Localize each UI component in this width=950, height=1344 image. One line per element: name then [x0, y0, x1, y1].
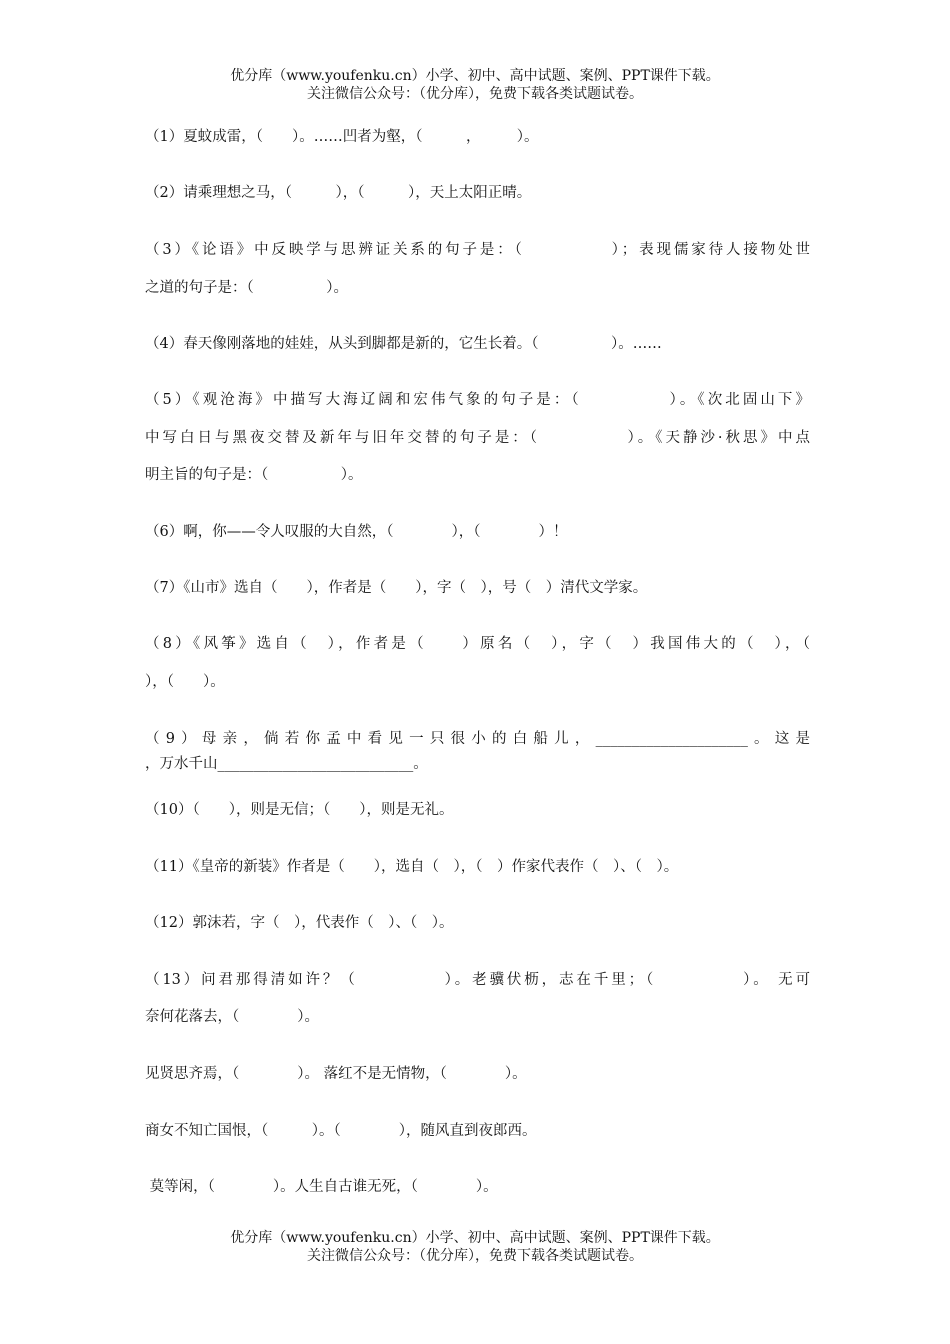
question-11: （11）《皇帝的新装》作者是（ ），选自（ ），（ ）作家代表作（ ）、（ ）。 — [145, 859, 679, 875]
question-3-line-2: 之道的句子是：（ ）。 — [145, 280, 348, 296]
header-line-2: 关注微信公众号：（优分库），免费下载各类试题试卷。 — [307, 86, 643, 102]
question-8-line-2: ），（ ）。 — [145, 674, 225, 690]
question-8-line-1: （8）《风筝》选自（ ），作者是（ ）原名（ ），字（ ）我国伟大的（ ），（ — [145, 636, 810, 652]
page-header — [0, 67, 950, 103]
question-3-line-1: （3）《论语》中反映学与思辨证关系的句子是：（ ）；表现儒家待人接物处世 — [145, 242, 810, 258]
question-13-line-1: （13）问君那得清如许？（ ）。老骥伏枥，志在千里；（ ）。 无可 — [145, 972, 810, 988]
question-9-line-2: ，万水千山___________________________。 — [145, 756, 428, 772]
question-5-line-2: 中写白日与黑夜交替及新年与旧年交替的句子是：（ ）。《天静沙·秋思》中点 — [145, 430, 810, 446]
question-4: （4）春天像刚落地的娃娃，从头到脚都是新的，它生长着。（ ）。…… — [145, 336, 662, 352]
question-7: （7）《山市》选自（ ），作者是（ ），字（ ），号（ ）清代文学家。 — [145, 580, 648, 596]
question-5-line-3: 明主旨的句子是：（ ）。 — [145, 467, 363, 483]
footer-line-2: 关注微信公众号：（优分库），免费下载各类试题试卷。 — [307, 1248, 643, 1264]
question-14: 见贤思齐焉，（ ）。 落红不是无情物，（ ）。 — [145, 1066, 527, 1082]
question-5-line-1: （5）《观沧海》中描写大海辽阔和宏伟气象的句子是：（ ）。《次北固山下》 — [145, 392, 810, 408]
question-15: 商女不知亡国恨，（ ）。（ ），随风直到夜郎西。 — [145, 1123, 537, 1139]
question-12: （12）郭沫若，字（ ），代表作（ ）、（ ）。 — [145, 915, 454, 931]
question-9-line-1: （9）母亲，倘若你孟中看见一只很小的白船儿，_____________________。这是 — [145, 731, 810, 747]
footer-line-1: 优分库（www.youfenku.cn）小学、初中、高中试题、案例、PPT课件下载。 — [230, 1230, 720, 1246]
question-16: 莫等闲，（ ）。人生自古谁无死，（ ）。 — [145, 1179, 498, 1195]
question-13-line-2: 奈何花落去，（ ）。 — [145, 1009, 319, 1025]
question-10: （10）（ ），则是无信；（ ），则是无礼。 — [145, 802, 454, 818]
question-6: （6）啊，你——令人叹服的大自然，（ ），（ ）！ — [145, 524, 568, 540]
question-2: （2）请乘理想之马，（ ），（ ），天上太阳正晴。 — [145, 185, 532, 201]
page-footer — [0, 1229, 950, 1265]
header-line-1: 优分库（www.youfenku.cn）小学、初中、高中试题、案例、PPT课件下载。 — [230, 68, 720, 84]
question-1: （1）夏蚊成雷，（ ）。……凹者为壑，（ ， ）。 — [145, 129, 539, 145]
